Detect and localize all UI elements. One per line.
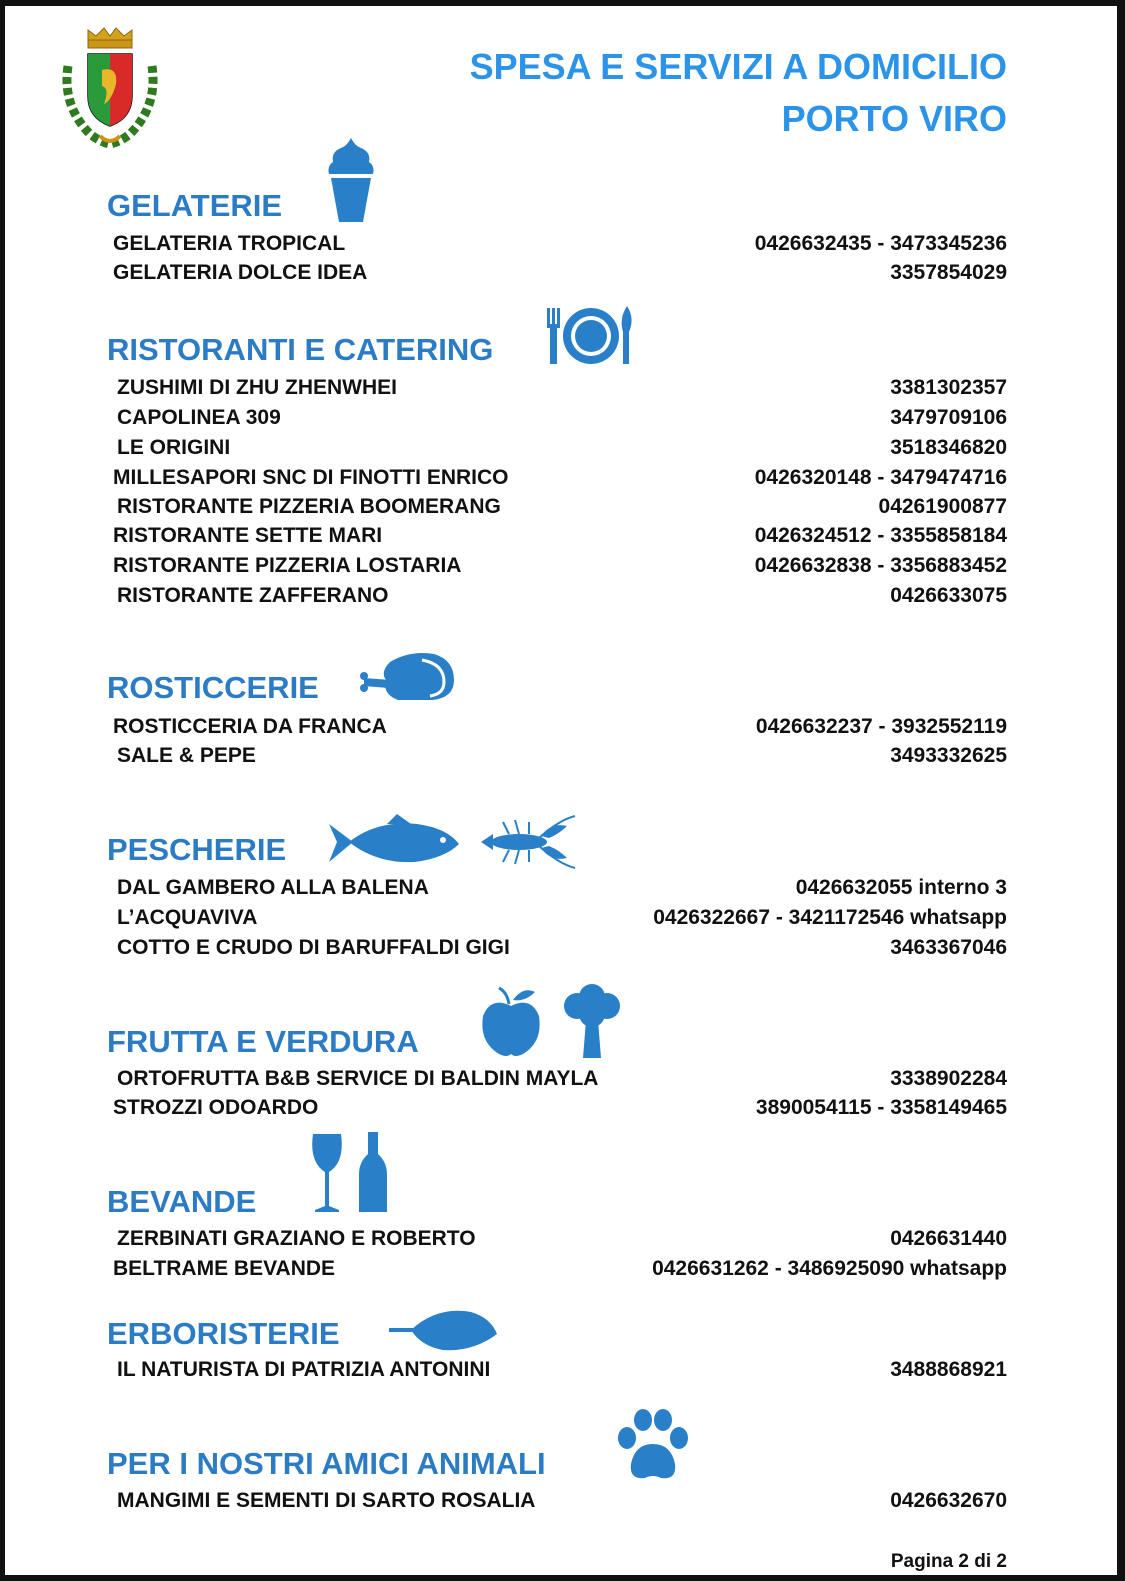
section-title-pescherie: PESCHERIE	[107, 832, 287, 867]
list-item-name: RISTORANTE ZAFFERANO	[117, 584, 389, 607]
list-item-phone: 3479709106	[890, 406, 1007, 429]
list-item-name: MILLESAPORI SNC DI FINOTTI ENRICO	[113, 466, 509, 489]
wine-glass-icon	[309, 1132, 345, 1214]
bottle-icon	[357, 1132, 389, 1214]
list-item-phone: 0426632055 interno 3	[795, 876, 1007, 899]
list-item-name: ZUSHIMI DI ZHU ZHENWHEI	[117, 376, 397, 399]
list-item-name: RISTORANTE SETTE MARI	[113, 524, 383, 547]
list-item-name: RISTORANTE PIZZERIA LOSTARIA	[113, 554, 462, 577]
roast-chicken-icon	[360, 650, 456, 702]
list-item-name: ZERBINATI GRAZIANO E ROBERTO	[117, 1227, 476, 1250]
list-item-name: CAPOLINEA 309	[117, 406, 281, 429]
list-item-phone: 0426631440	[890, 1227, 1007, 1250]
list-item-phone: 0426324512 - 3355858184	[754, 524, 1007, 547]
list-item-name: SALE & PEPE	[117, 744, 256, 767]
page	[5, 6, 1117, 1575]
section-title-animali: PER I NOSTRI AMICI ANIMALI	[107, 1446, 546, 1481]
section-title-erboristerie: ERBORISTERIE	[107, 1316, 340, 1351]
broccoli-icon	[561, 984, 623, 1058]
section-title-bevande: BEVANDE	[107, 1184, 257, 1219]
list-item-phone: 3381302357	[890, 376, 1007, 399]
list-item-name: COTTO E CRUDO DI BARUFFALDI GIGI	[117, 936, 510, 959]
page-title-line1: SPESA E SERVIZI A DOMICILIO	[469, 46, 1007, 87]
list-item-name: BELTRAME BEVANDE	[113, 1257, 336, 1280]
list-item-phone: 3463367046	[890, 936, 1007, 959]
list-item-name: STROZZI ODOARDO	[113, 1096, 319, 1119]
paw-icon	[615, 1408, 691, 1482]
list-item-phone: 3488868921	[890, 1358, 1007, 1381]
lobster-icon	[479, 812, 579, 872]
section-title-rosticcerie: ROSTICCERIE	[107, 670, 319, 705]
leaf-icon	[387, 1308, 499, 1354]
section-title-frutta-verdura: FRUTTA E VERDURA	[107, 1024, 419, 1059]
list-item-phone: 3338902284	[890, 1067, 1007, 1090]
list-item-phone: 0426322667 - 3421172546 whatsapp	[653, 906, 1007, 929]
list-item-phone: 3357854029	[890, 261, 1007, 284]
list-item-name: RISTORANTE PIZZERIA BOOMERANG	[117, 495, 501, 518]
list-item-name: ORTOFRUTTA B&B SERVICE DI BALDIN MAYLA	[117, 1067, 599, 1090]
list-item-phone: 0426631262 - 3486925090 whatsapp	[652, 1257, 1007, 1280]
list-item-name: MANGIMI E SEMENTI DI SARTO ROSALIA	[117, 1489, 536, 1512]
apple-icon	[479, 986, 543, 1058]
section-title-ristoranti: RISTORANTI E CATERING	[107, 332, 494, 367]
list-item-phone: 04261900877	[878, 495, 1007, 518]
list-item-name: DAL GAMBERO ALLA BALENA	[117, 876, 429, 899]
fish-icon	[327, 814, 461, 872]
list-item-phone: 3890054115 - 3358149465	[755, 1096, 1007, 1119]
page-title-line2: PORTO VIRO	[781, 98, 1007, 139]
list-item-name: IL NATURISTA DI PATRIZIA ANTONINI	[117, 1358, 491, 1381]
section-title-gelaterie: GELATERIE	[107, 188, 283, 223]
list-item-phone: 0426632237 - 3932552119	[755, 715, 1007, 738]
ice-cream-icon	[327, 138, 375, 224]
list-item-name: ROSTICCERIA DA FRANCA	[113, 715, 387, 738]
list-item-phone: 3493332625	[890, 744, 1007, 767]
page-number: Pagina 2 di 2	[890, 1551, 1007, 1572]
list-item-name: GELATERIA DOLCE IDEA	[113, 261, 368, 284]
list-item-name: LE ORIGINI	[117, 436, 231, 459]
list-item-phone: 0426632838 - 3356883452	[754, 554, 1007, 577]
list-item-name: L’ACQUAVIVA	[117, 906, 258, 929]
coat-of-arms-logo	[60, 26, 160, 151]
list-item-phone: 3518346820	[890, 436, 1007, 459]
list-item-phone: 0426320148 - 3479474716	[754, 466, 1007, 489]
list-item-name: GELATERIA TROPICAL	[113, 232, 346, 255]
plate-cutlery-icon	[545, 304, 637, 366]
list-item-phone: 0426633075	[890, 584, 1007, 607]
list-item-phone: 0426632435 - 3473345236	[754, 232, 1007, 255]
list-item-phone: 0426632670	[890, 1489, 1007, 1512]
